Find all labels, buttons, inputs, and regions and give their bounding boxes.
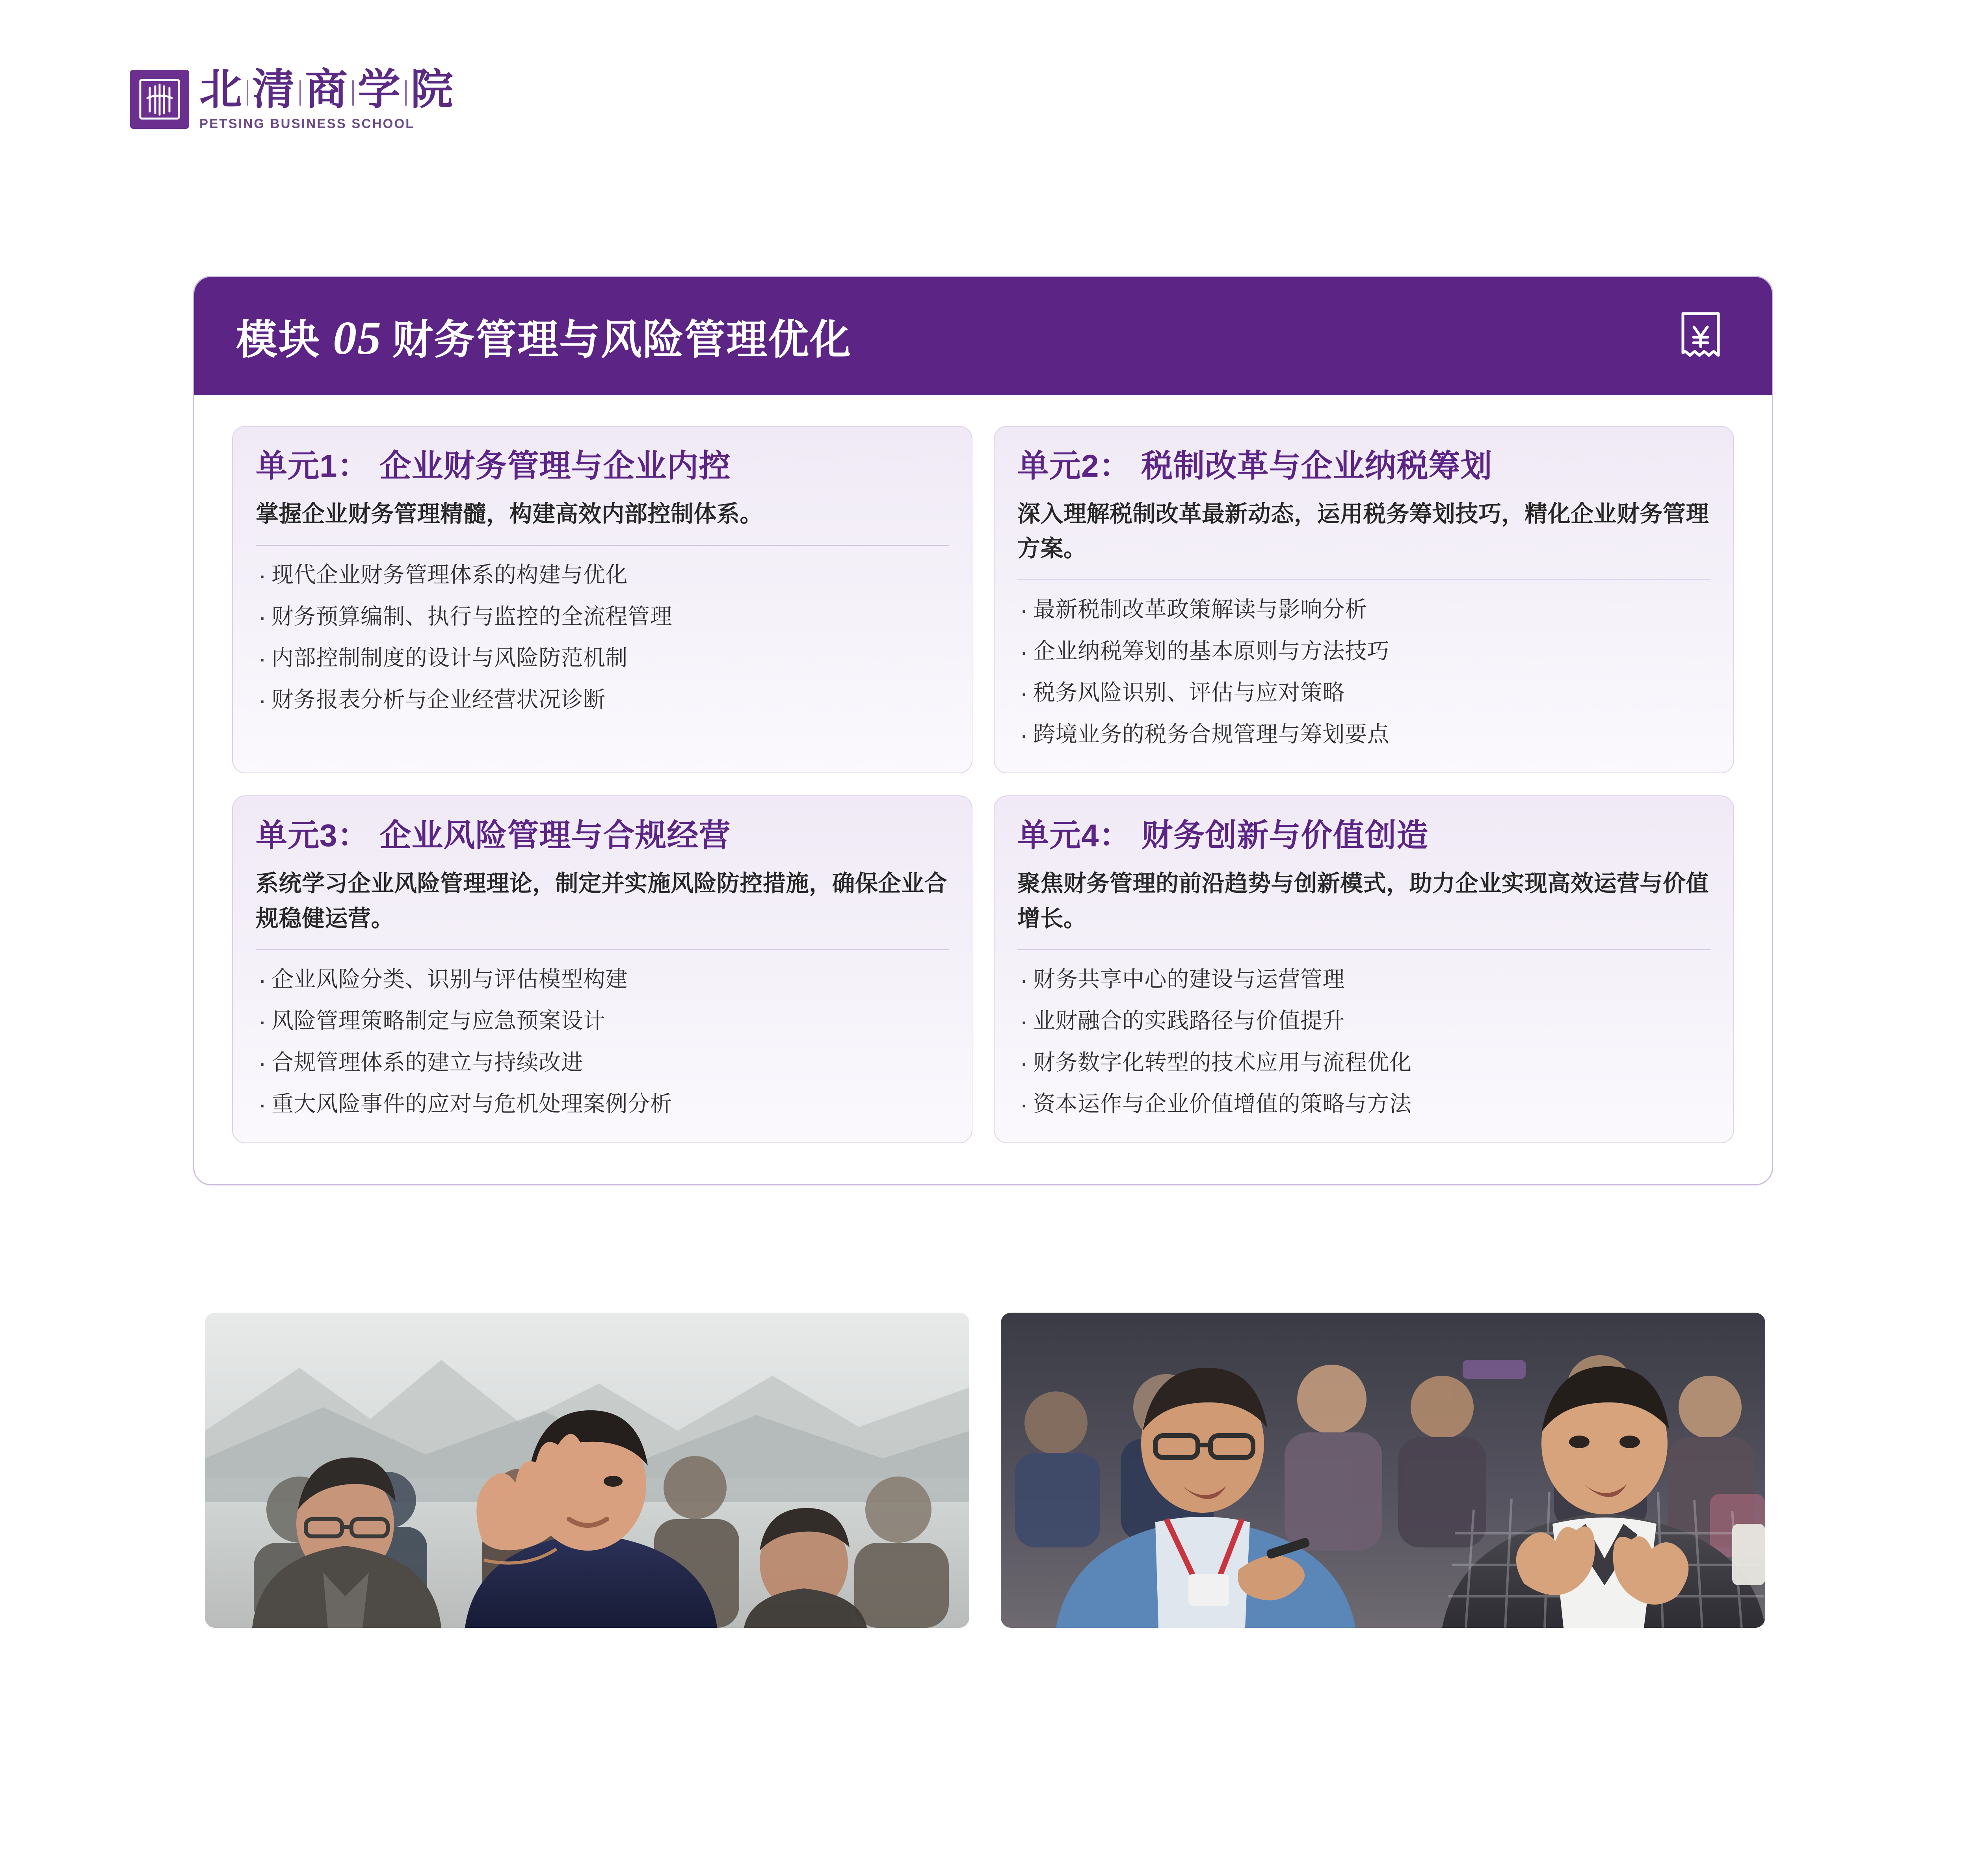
- list-item: · 业财融合的实践路径与价值提升: [1017, 1005, 1710, 1036]
- unit-4-label: 单元4：: [1017, 818, 1131, 853]
- brand-cn-char-2: 清: [252, 65, 296, 113]
- unit-3-divider: [256, 949, 949, 950]
- list-item: · 企业风险分类、识别与评估模型构建: [256, 964, 949, 995]
- brand-name-cn: [199, 67, 454, 111]
- unit-4-description: 聚焦财务管理的前沿趋势与创新模式，助力企业实现高效运营与价值增长。: [1017, 871, 1709, 931]
- list-item: · 财务共享中心的建设与运营管理: [1017, 964, 1710, 995]
- unit-3-label: 单元3：: [256, 818, 370, 853]
- invoice-yuan-icon: [1667, 303, 1734, 370]
- module-card: [193, 276, 1773, 1185]
- brand-cn-char-1: 北: [199, 65, 243, 113]
- unit-3-description: 系统学习企业风险管理理论，制定并实施风险防控措施，确保企业合规稳健运营。: [256, 871, 948, 931]
- module-banner: [194, 277, 1772, 395]
- list-item: · 内部控制制度的设计与风险防范机制: [256, 642, 949, 674]
- unit-1-description: 掌握企业财务管理精髓，构建高效内部控制体系。: [256, 501, 763, 527]
- seal-logo-icon: [130, 70, 189, 129]
- unit-card-4: [994, 795, 1734, 1143]
- unit-2-title: [1017, 447, 1710, 485]
- unit-3-title: [256, 817, 949, 854]
- unit-4-point-list: [1017, 964, 1710, 1120]
- unit-4-name: 财务创新与价值创造: [1141, 818, 1429, 853]
- module-title: [236, 306, 851, 366]
- list-item: · 现代企业财务管理体系的构建与优化: [256, 559, 949, 591]
- list-item: · 资本运作与企业价值增值的策略与方法: [1017, 1088, 1710, 1120]
- list-item: · 风险管理策略制定与应急预案设计: [256, 1005, 949, 1036]
- unit-1-point-list: [256, 559, 949, 715]
- list-item: · 财务预算编制、执行与监控的全流程管理: [256, 601, 949, 632]
- brand-cn-char-4: 学: [358, 65, 402, 113]
- list-item: · 跨境业务的税务合规管理与筹划要点: [1017, 719, 1710, 750]
- module-number: 05: [333, 312, 382, 364]
- unit-1-label: 单元1：: [256, 448, 370, 483]
- unit-1-divider: [256, 545, 949, 546]
- list-item: · 重大风险事件的应对与危机处理案例分析: [256, 1088, 949, 1120]
- unit-1-name: 企业财务管理与企业内控: [379, 448, 731, 483]
- unit-4-title: [1017, 817, 1710, 854]
- unit-3-name: 企业风险管理与合规经营: [379, 818, 731, 853]
- unit-2-description: 深入理解税制改革最新动态，运用税务筹划技巧，精化企业财务管理方案。: [1017, 501, 1709, 562]
- units-grid: [194, 395, 1772, 1184]
- list-item: · 财务数字化转型的技术应用与流程优化: [1017, 1047, 1710, 1078]
- unit-4-divider: [1017, 949, 1710, 950]
- list-item: · 合规管理体系的建立与持续改进: [256, 1047, 949, 1078]
- list-item: · 企业纳税筹划的基本原则与方法技巧: [1017, 635, 1710, 667]
- unit-card-1: [232, 426, 972, 773]
- list-item: · 财务报表分析与企业经营状况诊断: [256, 684, 949, 715]
- module-label: 模块: [236, 317, 322, 363]
- list-item: · 税务风险识别、评估与应对策略: [1017, 677, 1710, 708]
- unit-1-title: [256, 447, 949, 485]
- photo-row: [205, 1313, 1765, 1628]
- unit-2-point-list: [1017, 594, 1710, 750]
- unit-3-point-list: [256, 964, 949, 1120]
- brand-cn-char-3: 商: [305, 65, 349, 113]
- unit-2-name: 税制改革与企业纳税筹划: [1141, 448, 1493, 483]
- unit-card-2: [994, 426, 1734, 773]
- brand-cn-char-5: 院: [411, 65, 454, 113]
- classroom-discussion-photo-right: [1001, 1313, 1765, 1628]
- unit-card-3: [232, 795, 972, 1143]
- classroom-discussion-photo-left: [205, 1313, 969, 1628]
- list-item: · 最新税制改革政策解读与影响分析: [1017, 594, 1710, 625]
- module-heading: 财务管理与风险管理优化: [392, 317, 852, 363]
- brand-header: [130, 67, 454, 131]
- brand-name-en: PETSING BUSINESS SCHOOL: [199, 116, 415, 131]
- unit-2-label: 单元2：: [1017, 448, 1131, 483]
